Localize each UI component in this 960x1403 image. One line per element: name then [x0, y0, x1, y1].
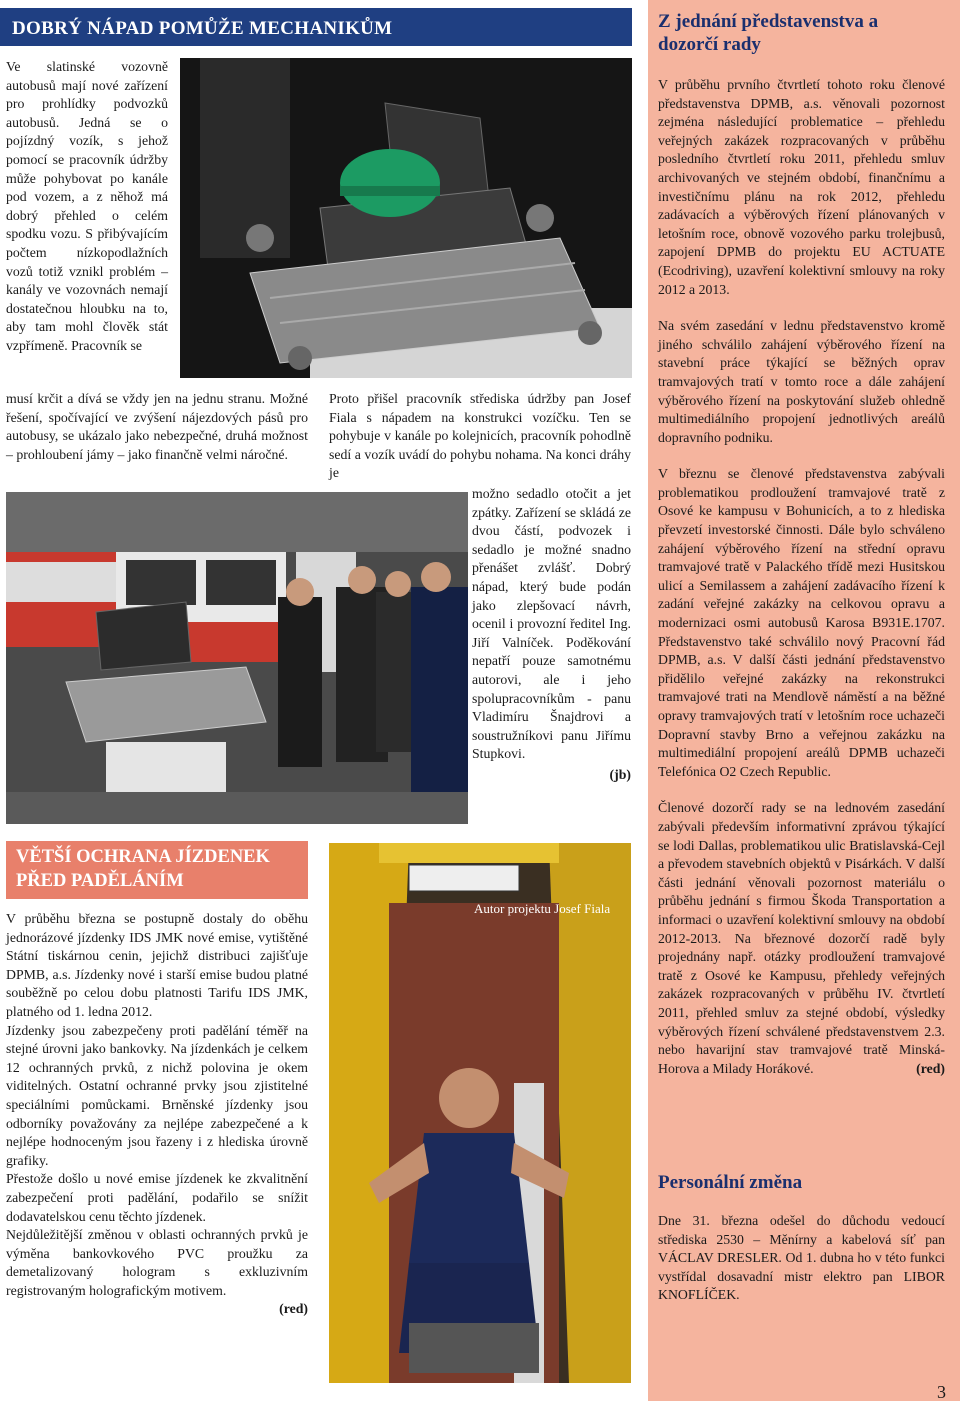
article2-title-line2: PŘED PADĚLÁNÍM [16, 871, 184, 891]
photo-workshop [6, 492, 468, 824]
article1-narrow-text [472, 485, 631, 785]
article2-title-box [6, 841, 308, 899]
article-title: DOBRÝ NÁPAD POMŮŽE MECHANIKŮM [12, 18, 393, 39]
personal-change-paragraph: Dne 31. března odešel do důchodu vedoucí střediska 2530 – Měnírny a kabelová síť pan VÁCLAV DRESLER. Od 1. dubna ho v této funkci vystřídal dosavadní mistr elektro pan LIBOR KNOFLÍČEK. [658, 1213, 945, 1303]
article1-intro-text [6, 58, 168, 356]
article2-paragraph: Přestože došlo u nové emise jízdenek ke zkvalitnění zabezpečení proti padělání, podařilo se snížit dodavatelskou cenu těchto jízdenek. [6, 1171, 308, 1224]
article1-signature: (jb) [609, 766, 631, 782]
sidebar-signature: (red) [916, 1060, 945, 1076]
sidebar-paragraph: V průběhu prvního čtvrtletí tohoto roku členové představenstva DPMB, a.s. věnovali pozornost zejména následující problematice – přehledu veřejných zakázek rozpracovaných v průběhu posledního čtvrtletí roku 2011, přehledu smluv archivovaných ve stejném období, finančnímu a investičnímu plánu na rok 2012, přehledu zadávacích a výběrových řízení plánovaných v letošním roce, obnově vozového parku trolejbusů, zapojení DPMB do projektu EU ACTUATE (Ecodriving), uzavření kolektivní smlouvy na roky 2012 a 2013. [658, 77, 945, 297]
article-title-bar [0, 8, 632, 46]
author-photo-caption: Autor projektu Josef Fiala [474, 901, 611, 916]
sidebar-paragraph: Na svém zasedání v lednu představenstvo kromě jiného schválilo zahájení výběrového řízení na stavební práce týkající se běžných oprav tramvajových tratí v tomto roce a dále zahájení výběrového řízení na poskytování služeb ohledně multimediálního propojení jednotlivých areálů dopravního podniku. [658, 318, 945, 445]
personal-change-text [658, 1212, 945, 1305]
photo-author [329, 843, 631, 1383]
sidebar-paragraph: V březnu se členové představenstva zabývali problematikou prodloužení tramvajové tratě z Osové ke kampusu v Bohunicích, a to z hlediska převzetí investorské činnosti. Dále bylo schváleno zahájení výběrového řízení na střední opravu tramvajové tratě v Palackého třídě mezi Husitskou ulicí a Semilassem a zahájení zadávacího řízení k zadání veřejné zakázky na celkovou opravu a modernizaci osmi autobusů Karosa B931E.1707. Představenstvo také schválilo nový Pracovní řád DPMB, a.s. V další části jednání představenstvo přidělilo veřejné zakázky na rekonstrukci tramvajové trati na Mendlově náměstí a na běžné opravy tramvajových tratí v letošním roce uchazeči Dopravní stavby Brno a veřejnou zakázku na multimediální propojení areálů DPMB uchazeči Telefónica O2 Czech Republic. [658, 466, 945, 779]
article2-signature: (red) [279, 1301, 308, 1317]
article1-continuation-text [6, 390, 308, 464]
cart-photo-drawing [180, 58, 632, 378]
author-photo-drawing [329, 843, 631, 1383]
sidebar-title: Z jednání představenstva a dozorčí rady [658, 11, 879, 55]
sidebar-board-text [658, 76, 945, 1078]
workshop-photo-drawing [6, 492, 468, 824]
article1-paragraph: Ve slatinské vozovně autobusů mají nové zařízení pro prohlídky podvozků autobusů. Jedná se o pojízdný vozík, s jehož pomocí se pracovník údržby může pohybovat po kanále pod vozem, a z něhož má dobrý přehled o celém spodku vozu. S přibývajícím počtem nízkopodlažních vozů totiž vznikl problém – kanály ve vozovnách nemají dostatečnou hloubku na to, aby tam mohl člověk stát vzpřímeně. Pracovník se [6, 59, 168, 353]
article1-paragraph: možno sedadlo otočit a jet zpátky. Zařízení se skládá ze dvou částí, podvozek i sedadlo je možné snadno přenášet zvlášť. Dobrý nápad, který bude podán jako zlepšovací návrh, ocenil i provozní ředitel Ing. Jiří Valníček. Poděkování nepatří pouze samotnému autorovi, ale i jeho spolupracovníkům - panu Vladimíru Šnajdrovi a soustružníkovi panu Jiřímu Stupkovi. [472, 486, 631, 762]
article2-paragraph: Nejdůležitější změnou v oblasti ochranných prvků je výměna bankovkového PVC proužku za demetalizovaný hologram s exkluzivním registrovaným holografickým motivem. [6, 1227, 308, 1298]
article1-paragraph: Proto přišel pracovník střediska údržby pan Josef Fiala s nápadem na konstrukci vozíčku. Ten se pohybuje v kanále po kolejnicích, pracovník pohodlně sedí a vozík uvádí do pohybu nohama. Na konci dráhy je [329, 391, 631, 481]
page-number: 3 [937, 1382, 946, 1402]
photo-cart [180, 58, 632, 378]
article2-paragraph: V průběhu března se postupně dostaly do oběhu jednorázové jízdenky IDS JMK nové emise, vytištěné Státní tiskárnou cenin, jejichž distribuci zajišťuje DPMB, a.s. Jízdenky nové i starší emise budou platné souběžně po celou dobu platnosti Tarifu IDS JMK, platného od 1. ledna 2012. [6, 911, 308, 1019]
article2-text [6, 910, 308, 1319]
personal-change-title: Personální změna [658, 1172, 803, 1193]
article1-paragraph: musí krčit a dívá se vždy jen na jednu stranu. Možné řešení, spočívající ve zvýšení nájezdových pásů pro autobusy, se ukázalo jako nebezpečné, druhá možnost – prohloubení jámy – jako finančně velmi náročné. [6, 391, 308, 462]
article1-right-text [329, 390, 631, 483]
sidebar-paragraph: Členové dozorčí rady se na lednovém zasedání zabývali především informativní zprávou týkající se lodi Dallas, problematikou ulic Bratislavská-Cejl a převodem stavebních objektů v Pisárkách. V další části jednání věnovali pozornost materiálu o průběhu jednání s firmou Škoda Transportation a informaci o uzavření kolektivní smlouvy na období 2012-2013. Na březnové dozorčí radě byly projednány např. otázky prodloužení tramvajové tratě z Osové ke Kampusu, přehledy veřejných zakázek rozpracovaných v průběhu IV. čtvrtletí 2011, přehled smluv za stejné období, výsledky výběrových řízení schválené představenstvem 2.3. nebo havarijní stav tramvajové tratě Minská-Horova a Milady Horákové. [658, 800, 945, 1076]
article2-title-line1: VĚTŠÍ OCHRANA JÍZDENEK [16, 847, 270, 867]
article2-paragraph: Jízdenky jsou zabezpečeny proti padělání téměř na stejné úrovni jako bankovky. Na jízdenkách je celkem 12 ochranných prvků, z nichž polovina je okem viditelných. Ostatní ochranné prvky jsou zjistitelné speciálními pomůckami. Brněnské jízdenky jsou odborníky považovány za nejlépe zabezpečené a k nejlépe hodnoceným jsou řazeny i z hlediska úrovně grafiky. [6, 1022, 308, 1168]
